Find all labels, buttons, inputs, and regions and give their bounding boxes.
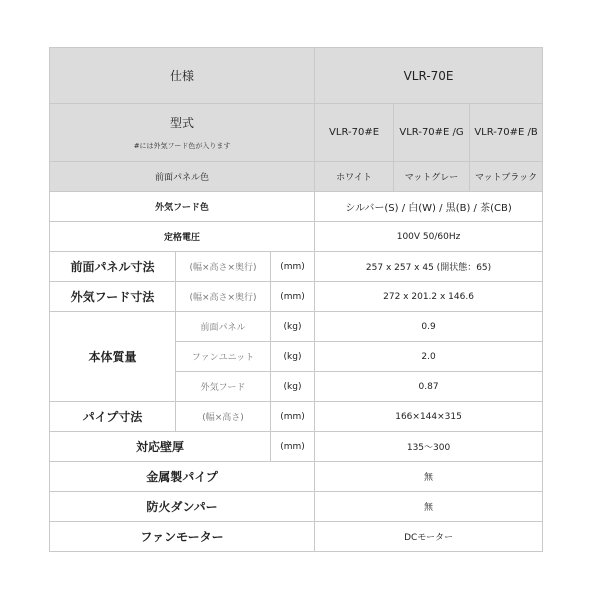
weight-value-fan: 2.0 (315, 342, 543, 372)
panel-color-label: 前面パネル色 (50, 162, 315, 192)
weight-value-hood: 0.87 (315, 372, 543, 402)
pipe-size-unit: (mm) (271, 402, 315, 432)
wall-unit: (mm) (271, 432, 315, 462)
voltage-value: 100V 50/60Hz (315, 222, 543, 252)
metal-pipe-row (50, 462, 543, 492)
variant-gray: VLR-70#E /G (394, 104, 470, 162)
hood-size-row (50, 282, 543, 312)
fan-motor-label: ファンモーター (50, 522, 315, 552)
weight-part-hood: 外気フード (176, 372, 271, 402)
metal-pipe-label: 金属製パイプ (50, 462, 315, 492)
panel-color-black: マットブラック (470, 162, 543, 192)
panel-size-value: 257 x 257 x 45 (開状態：65) (315, 252, 543, 282)
weight-value-panel: 0.9 (315, 312, 543, 342)
hood-size-unit: (mm) (271, 282, 315, 312)
pipe-size-row (50, 402, 543, 432)
panel-size-sub: (幅×高さ×奥行) (176, 252, 271, 282)
hood-size-value: 272 x 201.2 x 146.6 (315, 282, 543, 312)
weight-unit-hood: (kg) (271, 372, 315, 402)
type-row (50, 104, 543, 162)
spec-table (49, 47, 543, 552)
variant-black: VLR-70#E /B (470, 104, 543, 162)
fire-damper-row (50, 492, 543, 522)
fan-motor-value: DCモーター (315, 522, 543, 552)
wall-label: 対応壁厚 (50, 432, 271, 462)
variant-white: VLR-70#E (315, 104, 394, 162)
hood-color-value: シルバー(S) / 白(W) / 黒(B) / 茶(CB) (315, 192, 543, 222)
panel-size-row (50, 252, 543, 282)
weight-part-fan: ファンユニット (176, 342, 271, 372)
panel-color-gray: マットグレー (394, 162, 470, 192)
metal-pipe-value: 無 (315, 462, 543, 492)
panel-size-unit: (mm) (271, 252, 315, 282)
pipe-size-label: パイプ寸法 (50, 402, 176, 432)
voltage-label: 定格電圧 (50, 222, 315, 252)
fire-damper-label: 防火ダンパー (50, 492, 315, 522)
hood-size-label: 外気フード寸法 (50, 282, 176, 312)
fire-damper-value: 無 (315, 492, 543, 522)
fan-motor-row (50, 522, 543, 552)
pipe-size-value: 166×144×315 (315, 402, 543, 432)
type-label-cell (50, 104, 315, 162)
pipe-size-sub: (幅×高さ) (176, 402, 271, 432)
panel-size-label: 前面パネル寸法 (50, 252, 176, 282)
wall-row (50, 432, 543, 462)
weight-unit-fan: (kg) (271, 342, 315, 372)
hood-size-sub: (幅×高さ×奥行) (176, 282, 271, 312)
weight-part-panel: 前面パネル (176, 312, 271, 342)
panel-color-white: ホワイト (315, 162, 394, 192)
type-label: 型式 (170, 116, 195, 130)
weight-label: 本体質量 (50, 312, 176, 402)
panel-color-row (50, 162, 543, 192)
weight-unit-panel: (kg) (271, 312, 315, 342)
model-header-cell: VLR-70E (315, 48, 543, 104)
header-row (50, 48, 543, 104)
voltage-row (50, 222, 543, 252)
spec-header-cell: 仕様 (50, 48, 315, 104)
weight-row-1 (50, 312, 543, 342)
wall-value: 135～300 (315, 432, 543, 462)
type-note: #には外気フード色が入ります (133, 142, 231, 150)
hood-color-row (50, 192, 543, 222)
hood-color-label: 外気フード色 (50, 192, 315, 222)
